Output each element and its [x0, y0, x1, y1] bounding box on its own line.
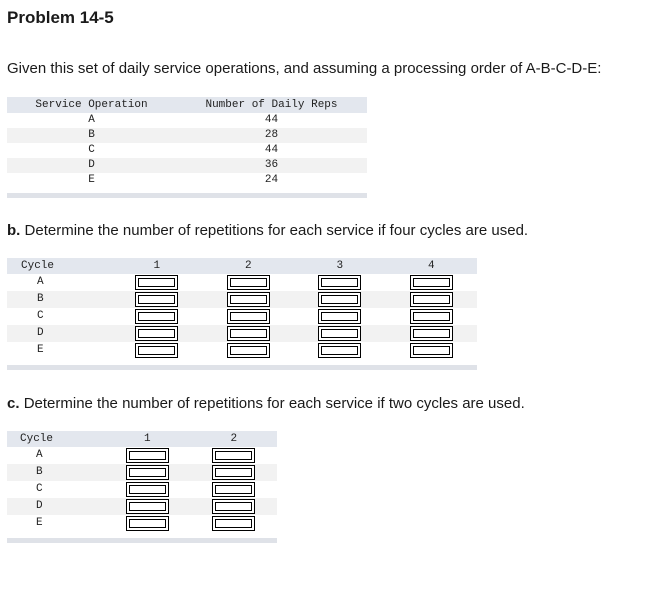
part-c-label: c. — [7, 395, 20, 412]
col-header-cycle-2: 2 — [191, 431, 278, 447]
answer-input[interactable] — [227, 326, 270, 341]
part-b-text: Determine the number of repetitions for each service if four cycles are used. — [24, 222, 529, 239]
col-header-cycle: Cycle — [7, 431, 104, 447]
answer-input[interactable] — [212, 465, 255, 480]
answer-input[interactable] — [318, 343, 361, 358]
row-label: A — [36, 449, 43, 461]
table-row — [7, 481, 277, 498]
answer-input[interactable] — [212, 516, 255, 531]
intro-text: Given this set of daily service operations, and assuming a processing order of A-B-C-D-E: — [7, 60, 602, 77]
table-row — [7, 308, 477, 325]
row-label: C — [36, 483, 43, 495]
answer-input[interactable] — [126, 448, 169, 463]
col-header-service-operation: Service Operation — [7, 97, 176, 113]
service-operations-table — [7, 97, 367, 188]
col-header-cycle-1: 1 — [104, 431, 191, 447]
op-cell: B — [7, 128, 176, 143]
answer-input[interactable] — [212, 499, 255, 514]
answer-input[interactable] — [135, 275, 178, 290]
answer-input[interactable] — [318, 326, 361, 341]
answer-input[interactable] — [126, 499, 169, 514]
answer-input[interactable] — [410, 275, 453, 290]
answer-input[interactable] — [410, 343, 453, 358]
answer-input[interactable] — [212, 482, 255, 497]
answer-input[interactable] — [318, 292, 361, 307]
op-cell: E — [88, 174, 95, 186]
table-row — [7, 173, 367, 188]
reps-cell: 44 — [264, 144, 279, 156]
op-cell: C — [88, 144, 95, 156]
table-row — [7, 158, 367, 173]
row-label: B — [7, 464, 104, 481]
col-header-cycle-2: 2 — [203, 258, 295, 274]
reps-cell: 28 — [176, 128, 367, 143]
row-label: D — [7, 325, 111, 342]
col-header-cycle-1: 1 — [111, 258, 203, 274]
row-label: A — [37, 276, 44, 288]
answer-input[interactable] — [227, 275, 270, 290]
part-b-question — [7, 222, 528, 239]
row-label: E — [37, 344, 44, 356]
col-header-cycle-3: 3 — [294, 258, 386, 274]
answer-input[interactable] — [135, 309, 178, 324]
op-cell: A — [88, 114, 95, 126]
answer-input[interactable] — [318, 275, 361, 290]
answer-input[interactable] — [227, 309, 270, 324]
table-row — [7, 291, 477, 308]
row-label: B — [7, 291, 111, 308]
table-divider — [7, 365, 477, 370]
row-label: E — [36, 517, 43, 529]
answer-input[interactable] — [318, 309, 361, 324]
answer-input[interactable] — [227, 343, 270, 358]
table-row — [7, 143, 367, 158]
table-row — [7, 515, 277, 532]
table-row — [7, 447, 277, 464]
reps-cell: 44 — [264, 114, 279, 126]
table-divider — [7, 538, 277, 543]
table-row — [7, 274, 477, 291]
table-row — [7, 113, 367, 128]
answer-input[interactable] — [135, 343, 178, 358]
answer-input[interactable] — [126, 482, 169, 497]
four-cycles-table — [7, 258, 477, 359]
answer-input[interactable] — [410, 292, 453, 307]
answer-input[interactable] — [227, 292, 270, 307]
col-header-daily-reps: Number of Daily Reps — [176, 97, 367, 113]
answer-input[interactable] — [212, 448, 255, 463]
table-row — [7, 325, 477, 342]
row-label: D — [7, 498, 104, 515]
answer-input[interactable] — [410, 309, 453, 324]
reps-cell: 36 — [176, 158, 367, 173]
page-title: Problem 14-5 — [7, 8, 114, 27]
part-b-label: b. — [7, 222, 21, 239]
answer-input[interactable] — [126, 465, 169, 480]
table-row — [7, 342, 477, 359]
reps-cell: 24 — [264, 174, 279, 186]
answer-input[interactable] — [410, 326, 453, 341]
col-header-cycle-4: 4 — [386, 258, 478, 274]
op-cell: D — [7, 158, 176, 173]
answer-input[interactable] — [135, 326, 178, 341]
col-header-cycle: Cycle — [7, 258, 111, 274]
part-c-question — [7, 395, 525, 412]
part-c-text: Determine the number of repetitions for each service if two cycles are used. — [23, 395, 525, 412]
row-label: C — [37, 310, 44, 322]
answer-input[interactable] — [135, 292, 178, 307]
table-row — [7, 128, 367, 143]
two-cycles-table — [7, 431, 277, 532]
table-row — [7, 464, 277, 481]
answer-input[interactable] — [126, 516, 169, 531]
table-divider — [7, 193, 367, 198]
table-row — [7, 498, 277, 515]
